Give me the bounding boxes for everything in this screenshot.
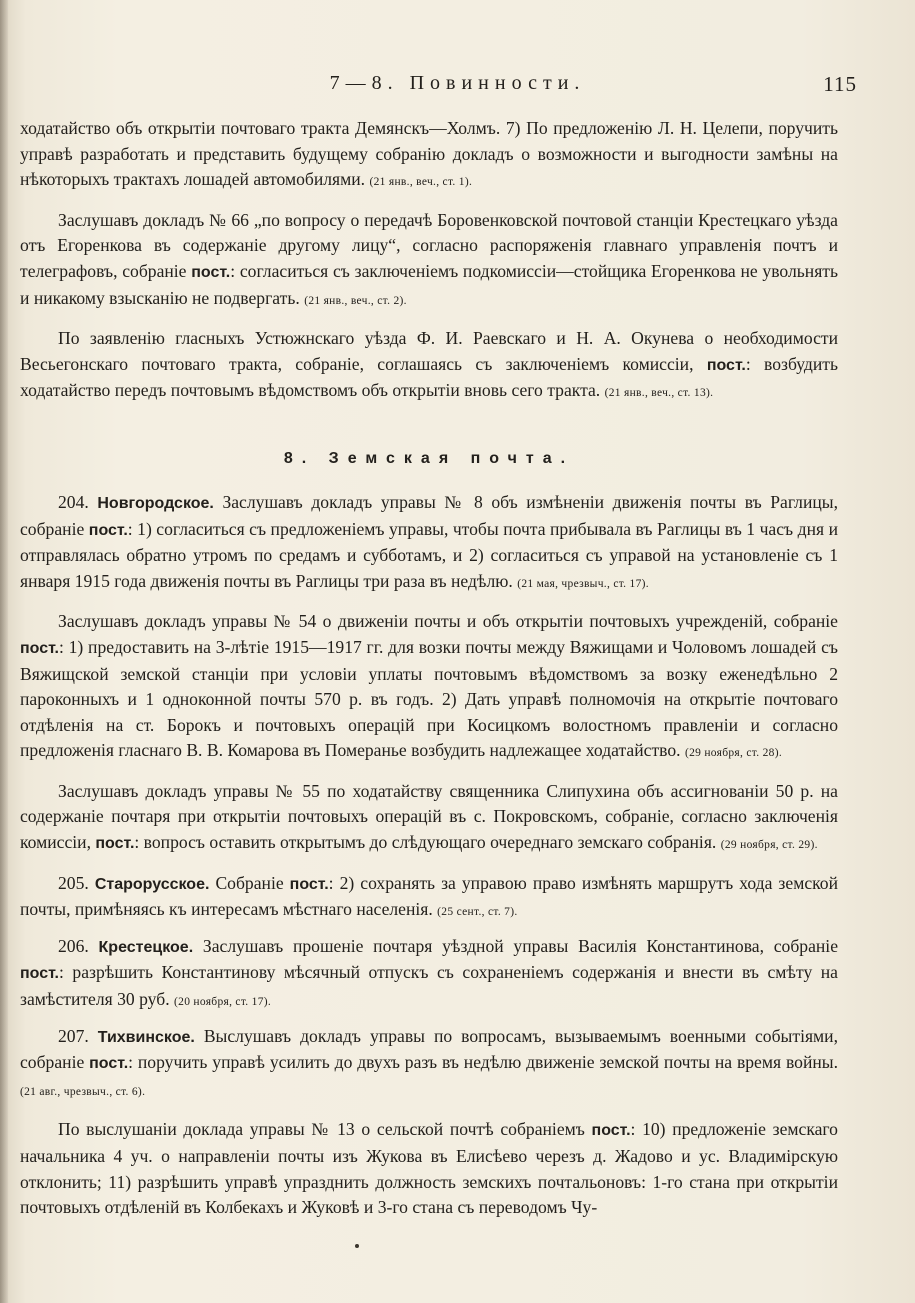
- session-reference: (29 ноября, ст. 28).: [684, 747, 782, 760]
- text-run: 206.: [58, 935, 99, 956]
- paragraph: [20, 609, 838, 767]
- text-run: : 2) сохранять за управою право измѣнять маршрутъ хода земской почты, примѣняясь къ интересамъ мѣстнаго населенія.: [20, 872, 838, 920]
- session-reference: (20 ноября, ст. 17).: [174, 996, 272, 1009]
- emphasis: пост.: [706, 356, 746, 374]
- paragraph: [20, 490, 838, 597]
- emphasis: пост.: [591, 1122, 631, 1140]
- text-run: Собраніе: [209, 872, 290, 893]
- text-run: : разрѣшить Константинову мѣсячный отпускъ съ сохраненіемъ содержанія и внести въ смѣту на замѣстителя 30 руб.: [20, 962, 838, 1010]
- paragraph: [20, 871, 838, 926]
- paragraph: [20, 326, 838, 407]
- paragraph: [20, 208, 838, 314]
- emphasis: Новгородское.: [97, 494, 214, 512]
- print-speck: [355, 1244, 359, 1248]
- paragraph: [20, 116, 838, 196]
- emphasis: пост.: [95, 835, 135, 853]
- session-reference: (21 авг., чрезвыч., ст. 6).: [20, 1085, 146, 1098]
- session-reference: (25 сент., ст. 7).: [437, 906, 518, 919]
- page-number: 115: [823, 72, 857, 96]
- emphasis: пост.: [20, 639, 59, 657]
- paragraph: [20, 934, 838, 1016]
- paragraph: [20, 779, 838, 859]
- running-head: [0, 72, 915, 102]
- page-body: [20, 116, 838, 1221]
- text-run: 205.: [58, 872, 95, 893]
- text-run: Заслушавъ докладъ управы № 55 по ходатайству священника Слипухина объ ассигнованіи 50 р. на содержаніе почтаря при открытіи почтовыхъ операцій въ с. Покровскомъ, собраніе, согласно заключенія комиссіи,: [20, 780, 838, 853]
- emphasis: пост.: [289, 875, 329, 893]
- emphasis: Тихвинское.: [97, 1028, 195, 1046]
- session-reference: (21 янв., веч., ст. 1).: [369, 176, 473, 189]
- text-run: Выслушавъ докладъ управы по вопросамъ, вызываемымъ военными событіями, собраніе: [20, 1025, 838, 1073]
- emphasis: Старорусское.: [94, 875, 210, 893]
- text-run: : 1) согласиться съ предложеніемъ управы, чтобы почта прибывала въ Раглицы въ 1 часъ дня и отправлялась обратно утромъ по средамъ и субботамъ, и 2) согласиться съ управой на установленіе съ 1 января 1915 года движенія почты въ Раглицы три раза въ недѣлю.: [20, 518, 838, 591]
- text-run: ходатайство объ открытіи почтоваго тракта Демянскъ—Холмъ. 7) По предложенію Л. Н. Целепи, поручить управѣ разработать и представить будущему собранію докладъ о возможности и выгодности замѣны на нѣкоторыхъ трактахъ лошадей автомобилями.: [20, 118, 838, 190]
- text-run: 207.: [58, 1025, 98, 1046]
- text-run: Заслушавъ докладъ управы № 54 о движеніи почты и объ открытіи почтовыхъ учрежденій, собраніе: [58, 611, 838, 632]
- text-run: По выслушаніи доклада управы № 13 о сельской почтѣ собраніемъ: [58, 1119, 592, 1140]
- paragraph: [20, 1117, 838, 1220]
- text-run: Заслушавъ докладъ управы № 8 объ измѣненіи движенія почты въ Раглицы, собраніе: [20, 491, 838, 539]
- text-run: По заявленію гласныхъ Устюжнскаго уѣзда Ф. И. Раевскаго и Н. А. Окунева о необходимости Весьегонскаго почтоваго тракта, собраніе, соглашаясь съ заключеніемъ комиссіи,: [20, 328, 838, 374]
- session-reference: (29 ноября, ст. 29).: [720, 839, 818, 852]
- emphasis: пост.: [191, 263, 231, 281]
- text-run: : вопросъ оставить открытымъ до слѣдующаго очереднаго земскаго собранія.: [134, 832, 717, 853]
- session-reference: (21 янв., веч., ст. 2).: [304, 294, 407, 307]
- emphasis: пост.: [89, 1055, 129, 1073]
- paragraph: [20, 1024, 838, 1106]
- text-run: : 1) предоставить на 3-лѣтіе 1915—1917 гг. для возки почты между Вяжищами и Чоловомъ лошадей съ Вяжищской земской станціи при условіи уплаты почтовымъ вѣдомствомъ за возку еженедѣльно 2 пароконныхъ и 1 одноконной почты 570 р. въ годъ. 2) Дать управѣ полномочія на открытіе почтоваго отдѣленія на ст. Борокъ и почтовыхъ операцій при Косицкомъ волостномъ правленіи и согласно предложенія гласнаго В. В. Комарова въ Померанье возбудить надлежащее ходатайство.: [20, 636, 838, 761]
- section-heading: 8. Земская почта.: [283, 449, 575, 467]
- emphasis: пост.: [88, 521, 128, 539]
- text-run: : согласиться съ заключеніемъ подкомиссіи—стойщика Егоренкова не увольнять и никакому взысканію не подвергать.: [20, 260, 838, 308]
- text-run: Заслушавъ докладъ № 66 „по вопросу о передачѣ Боровенковской почтовой станціи Крестецкаго уѣзда отъ Егоренкова въ содержаніе другому лицу“, согласно распоряженія главнаго управленія почтъ и телеграфовъ, собраніе: [20, 209, 838, 281]
- text-run: 204.: [58, 491, 98, 512]
- session-reference: (21 мая, чрезвыч., ст. 17).: [517, 577, 649, 590]
- text-run: Заслушавъ прошеніе почтаря уѣздной управы Василія Константинова, собраніе: [193, 935, 838, 956]
- text-run: : возбудить ходатайство передъ почтовымъ вѣдомствомъ объ открытіи вновь сего тракта.: [20, 353, 838, 401]
- text-run: : поручить управѣ усилить до двухъ разъ въ недѣлю движеніе земской почты на время войны.: [128, 1052, 838, 1073]
- binding-shadow: [0, 0, 8, 1303]
- running-title: 7—8. Повинности.: [329, 72, 586, 94]
- session-reference: (21 янв., веч., ст. 13).: [604, 387, 714, 400]
- emphasis: Крестецкое.: [98, 938, 194, 956]
- text-run: : 10) предложеніе земскаго начальника 4 уч. о направленіи почты изъ Жукова въ Елисѣево черезъ д. Жадово и ус. Владимірскую отклонить; 11) разрѣшить управѣ упразднить должность земскихъ почтальоновъ: 1-го стана при открытіи почтовыхъ отдѣленій въ Колбекахъ и Жуковѣ и 3-го стана съ переводомъ Чу-: [20, 1119, 838, 1218]
- emphasis: пост.: [20, 965, 59, 983]
